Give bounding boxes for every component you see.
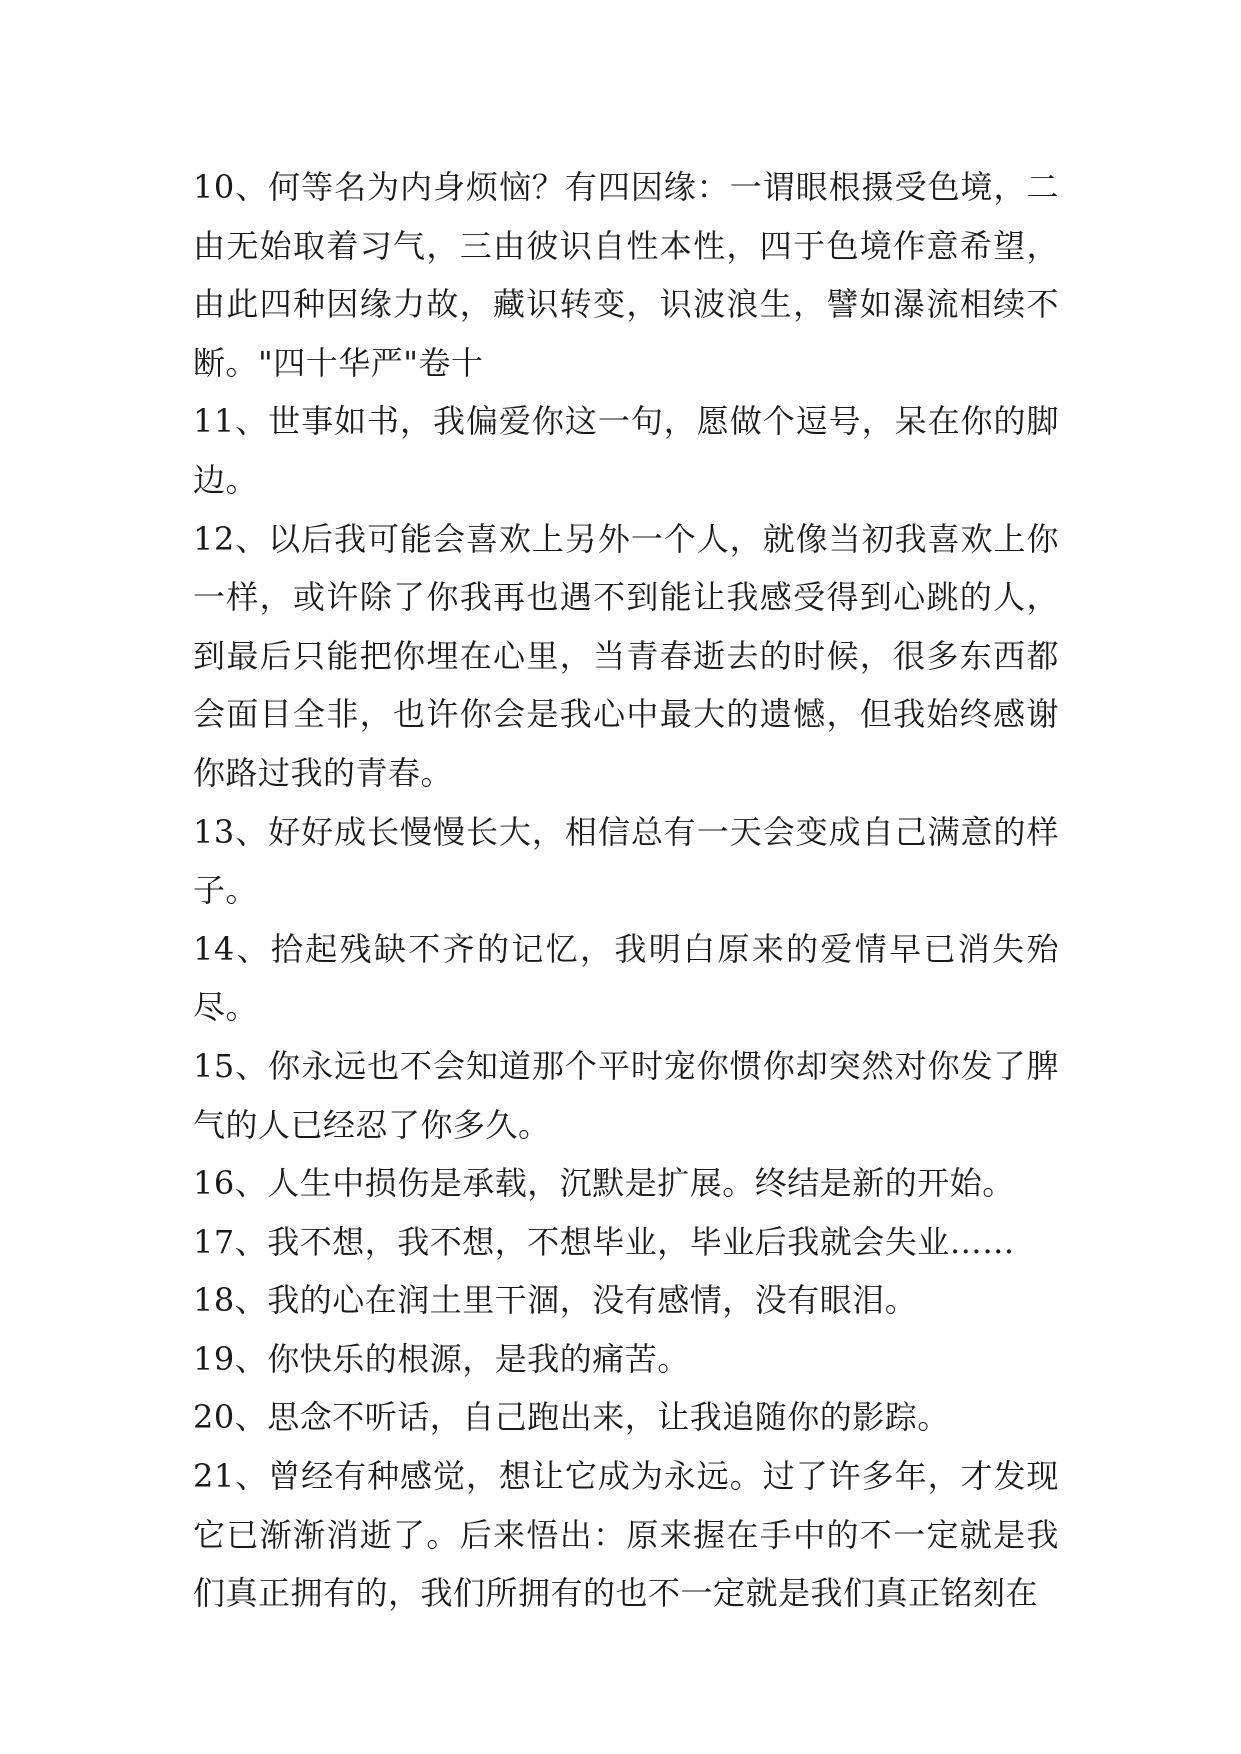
paragraph-20: 20、思念不听话，自己跑出来，让我追随你的影踪。 xyxy=(193,1398,950,1437)
paragraph-17: 17、我不想，我不想，不想毕业，毕业后我就会失业…… xyxy=(193,1222,1015,1261)
document-body xyxy=(193,158,1059,1623)
paragraph-15: 15、你永远也不会知道那个平时宠你惯你却突然对你发了脾气的人已经忍了你多久。 xyxy=(193,1046,1059,1144)
paragraph-16: 16、人生中损伤是承载，沉默是扩展。终结是新的开始。 xyxy=(193,1164,1015,1203)
paragraph-19: 19、你快乐的根源，是我的痛苦。 xyxy=(193,1339,690,1378)
paragraph-13: 13、好好成长慢慢长大，相信总有一天会变成自己满意的样子。 xyxy=(193,812,1059,910)
paragraph-10: 10、何等名为内身烦恼？有四因缘：一谓眼根摄受色境，二由无始取着习气，三由彼识自性本性，四于色境作意希望，由此四种因缘力故，藏识转变，识波浪生，譬如瀑流相续不断。"四十华严"卷十 xyxy=(193,168,1059,382)
paragraph-21: 21、曾经有种感觉，想让它成为永远。过了许多年，才发现它已渐渐消逝了。后来悟出：原来握在手中的不一定就是我们真正拥有的，我们所拥有的也不一定就是我们真正铭刻在 xyxy=(193,1457,1059,1613)
paragraph-18: 18、我的心在润土里干涸，没有感情，没有眼泪。 xyxy=(193,1281,918,1320)
paragraph-12: 12、以后我可能会喜欢上另外一个人，就像当初我喜欢上你一样，或许除了你我再也遇不到能让我感受得到心跳的人，到最后只能把你埋在心里，当青春逝去的时候，很多东西都会面目全非，也许你会是我心中最大的遗憾，但我始终感谢你路过我的青春。 xyxy=(193,519,1059,792)
paragraph-14: 14、拾起残缺不齐的记忆，我明白原来的爱情早已消失殆尽。 xyxy=(193,929,1059,1027)
paragraph-11: 11、世事如书，我偏爱你这一句，愿做个逗号，呆在你的脚边。 xyxy=(193,402,1059,499)
